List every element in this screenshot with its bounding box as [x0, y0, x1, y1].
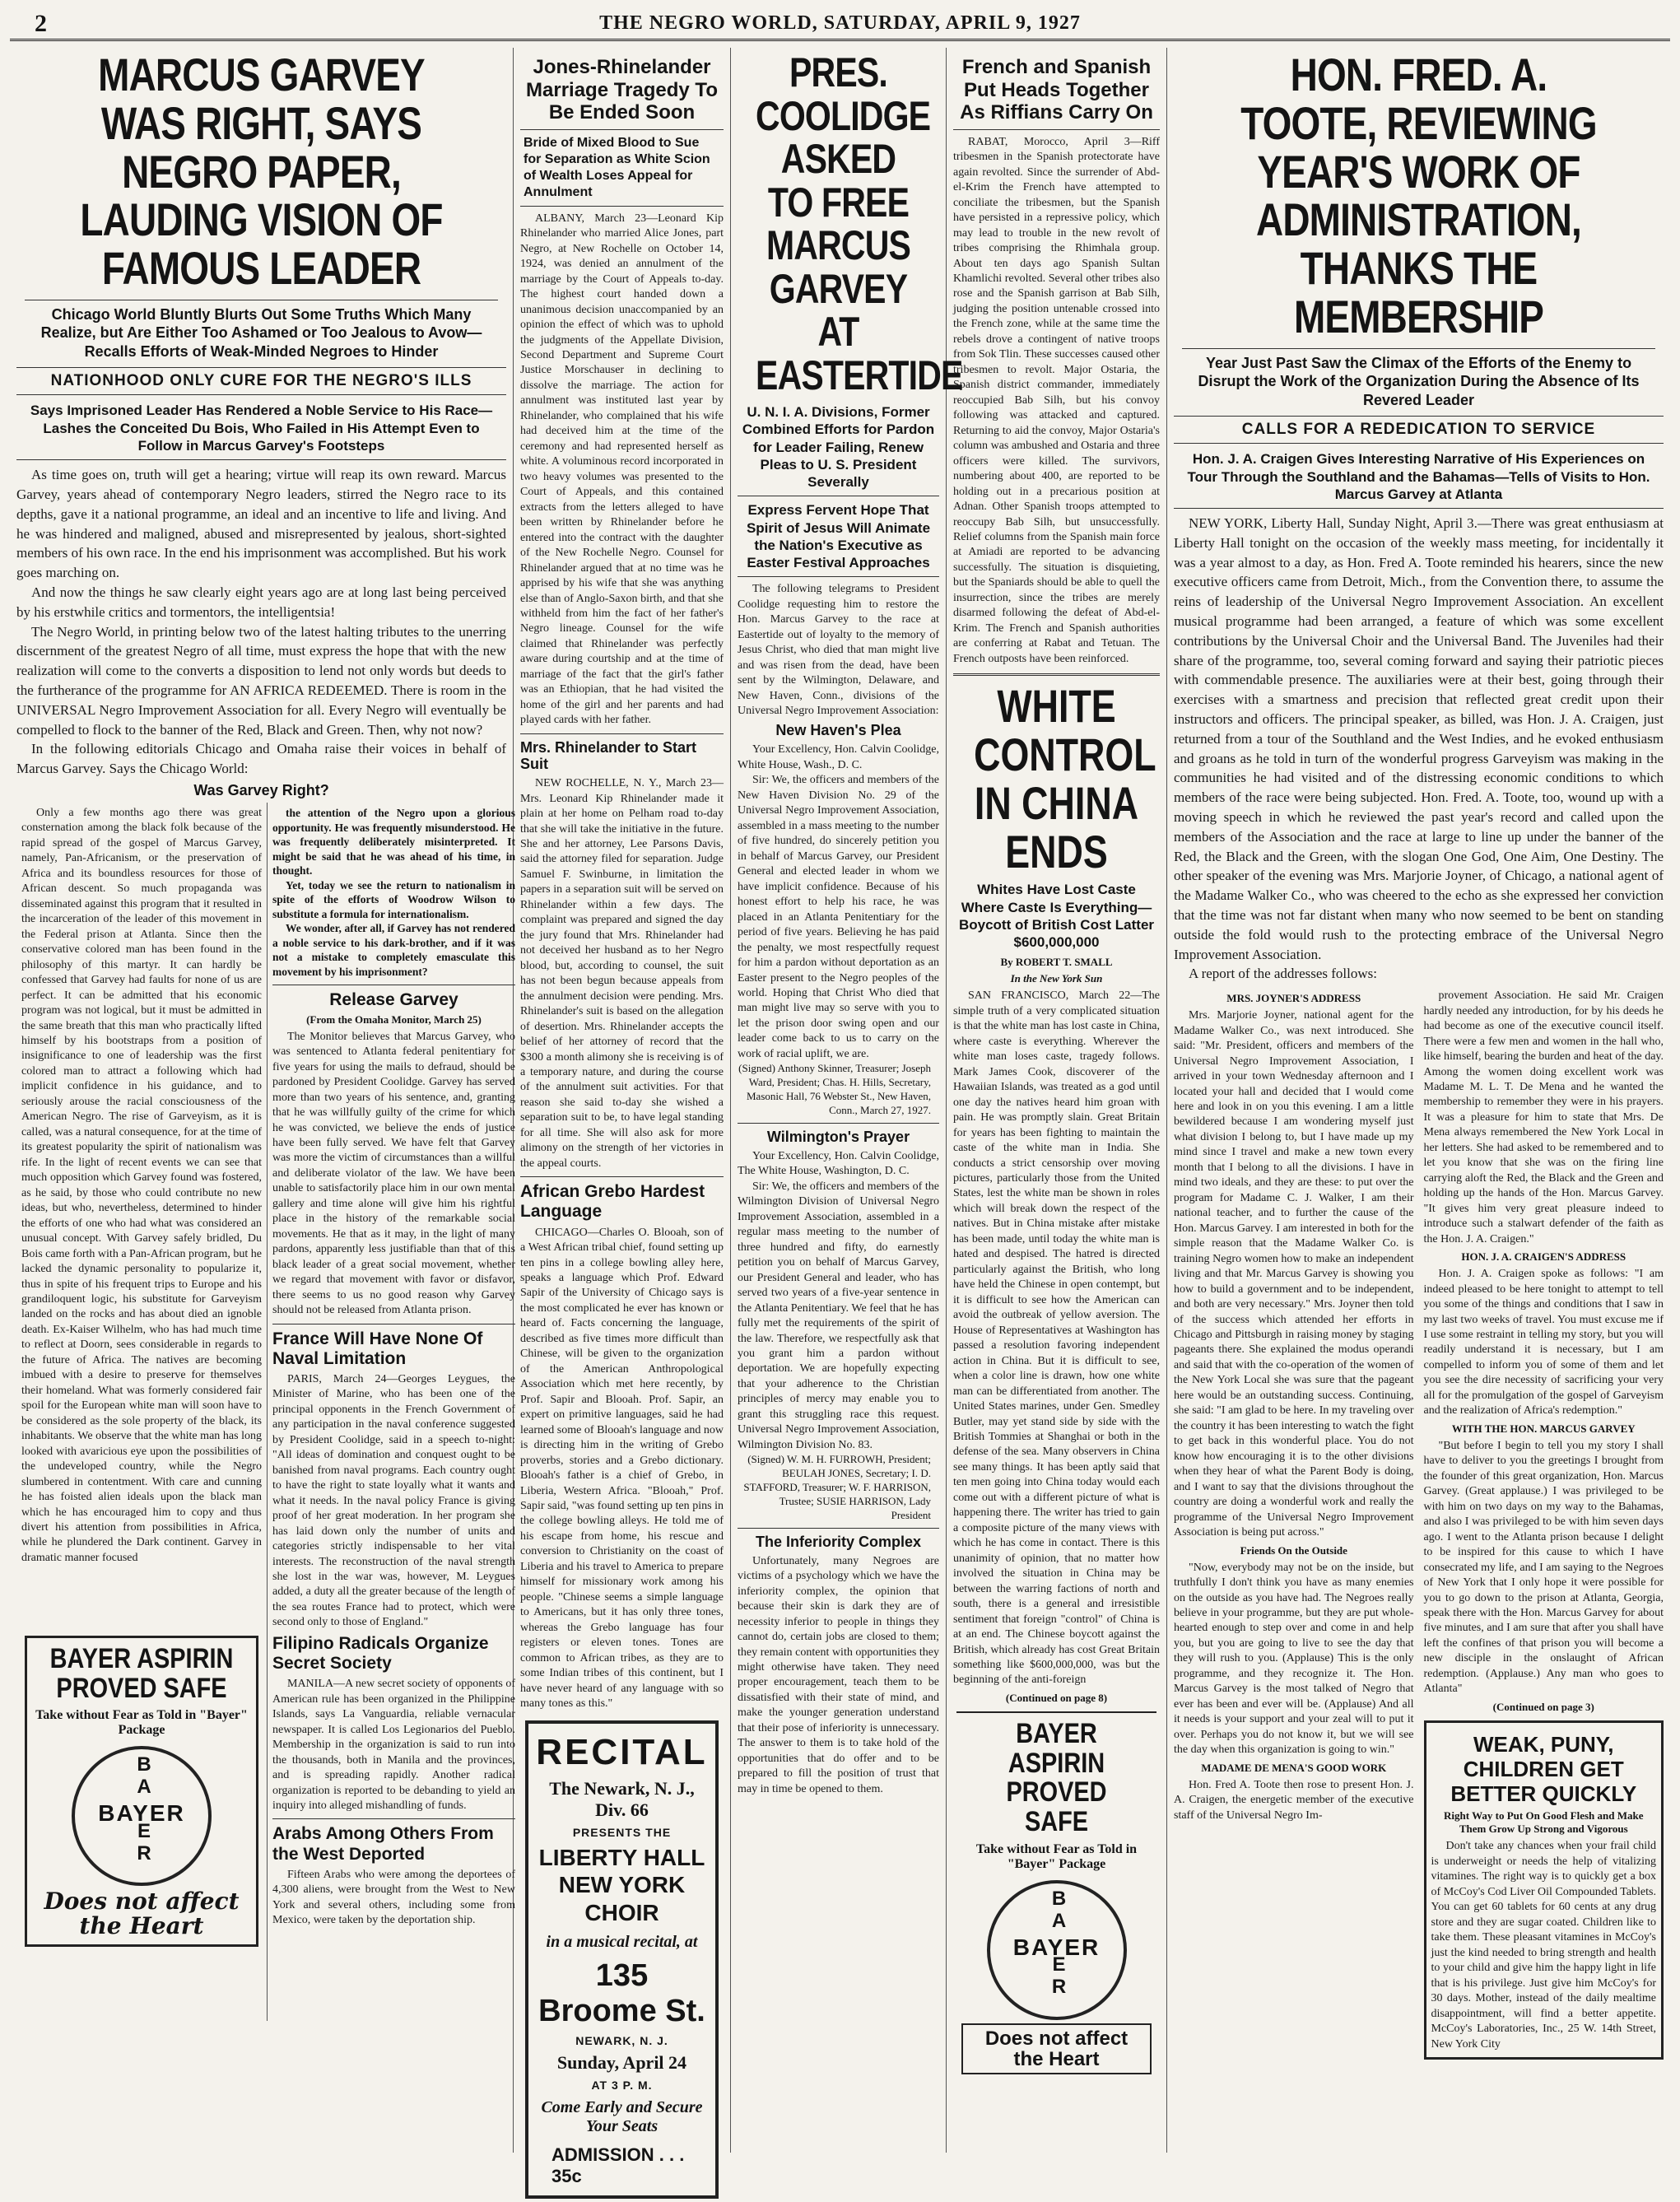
france-naval-title: France Will Have None Of Naval Limitation	[272, 1329, 483, 1368]
folio-bar	[10, 8, 1670, 41]
column-toote	[1167, 48, 1670, 2153]
column-coolidge	[731, 48, 963, 2153]
toote-left-column	[1174, 989, 1414, 2060]
bayer-cross-logo-2: BAYER B A E R	[987, 1880, 1127, 2020]
wilmington-title: Wilmington's Prayer	[766, 1128, 910, 1145]
page-number: 2	[35, 9, 47, 37]
deck-coolidge-2: Express Fervent Hope That Spirit of Jesus Will Animate the Nation's Executive as Easter Festival Approaches	[746, 502, 931, 570]
intro-paragraph-2: And now the things he saw clearly eight years ago are at long last being perceived by his erstwhile critics and tormentors, the intelligentsia!	[16, 584, 506, 620]
weak-children-deck: Right Way to Put On Good Flesh and Make Them Grow Up Strong and Vigorous	[1444, 1809, 1644, 1836]
bayer-aspirin-ad	[25, 1636, 258, 1947]
joyner-title: MRS. JOYNER'S ADDRESS	[1226, 992, 1361, 1005]
recital-come-early: Come Early and Secure Your Seats	[541, 2098, 703, 2136]
recital-title: RECITAL	[536, 1731, 708, 1772]
bayer-ad-left	[16, 1626, 268, 2021]
editorial-conclusion-3: We wonder, after all, if Garvey has not rendered a noble service to his dark-brother, and if it was not a mistake to completely emasculate this movement by his imprisonment?	[272, 922, 515, 978]
garvey-body-right	[268, 803, 520, 1629]
deck-imprisoned-leader: Says Imprisoned Leader Has Rendered a Noble Service to His Race—Lashes the Conceited Du Bois, Who Failed in His Attempt Even to Follow in Marcus Garvey's Footsteps	[30, 403, 493, 454]
toote-body: NEW YORK, Liberty Hall, Sunday Night, April 3.—There was great enthusiasm at Liberty Hall tonight on the occasion of the weekly mass meeting, for incidentally it was a year almost to a day, as Hon. Fred A. Toote reminded his hearers, since the new executive officers came from Detroit, Mich., from the Convention there, to assume the reins of leadership of the Universal Negro Improvement Association. An excellent musical programme had been arranged, a feature of which was some excellent contributions by the Universal Choir and the Universal Band. The Juveniles had their share of the programme, too, several coming forward and saying their patriotic pieces with commendable presence. The auxiliaries were at their best, going through their exercises with a smartness and precision that reflected great credit upon their instructors and officers. The principal speaker, as billed, was Hon. J. A. Craigen, just returned from a tour of the Southland and the West Indies, and he evoked enthusiasm and groans as he told in turn of the wonderful progress Garveyism was making in the communities he had visited and of the distressing economic conditions to which members of the race were being subjected. Hon. Fred. A. Toote, too, wound up with a moving speech in which he reviewed the past year's record and called upon the members of the Association and the race at large to line up under the banner of the Red, the Black and the Green, with the slogan One God, One Aim, One Destiny. The other speaker of the evening was Mrs. Marjorie Joyner, of Chicago, a national agent of the Madame Walker Co., who was cheered to the echo as she expressed her conviction that the time was not far distant when many who now seemed to be bent on standing outside the fold would rush to the protecting embrace of the Universal Negro Improvement Association.	[1174, 515, 1664, 962]
filipino-title: Filipino Radicals Organize Secret Society	[272, 1633, 489, 1674]
rhinelander-body: ALBANY, March 23—Leonard Kip Rhinelander who married Alice Jones, part Negro, at New Rochelle on October 14, 1924, was denied an annulment of the marriage by the Court of Appeals to-day. The highest court handed down a unanimous decision unaccompanied by an opinion the effect of which was to uphold the judgments of the Appellate Division, Second Department and Supreme Court Justice Morschauser in declining to dissolve the marriage. The action for annulment was instituted last year by Rhinelander, who complained that his wife had deceived him at the time of the ceremony and had represented herself as white. A voluminous record incorporated in two heavy volumes was presented to the Court of Appeals, and this contained extracts from the letters alleged to have been written by Rhinelander before he entered into the contract with the daughter of the New Rochelle Negro. Counsel for Rhinelander argued that at no time was he apprised by his wife that she was anything else than of Anglo-Saxon birth, and that she withheld from him the fact of her father's Negro lineage. Counsel for the wife claimed that Rhinelander was perfectly aware during courtship and at the time of marriage of the fact that the girl's father was an Ethiopian, that he had visited the home of the girl and her parents and had played cards with her father.	[520, 212, 724, 727]
subhead-was-garvey-right: Was Garvey Right?	[193, 781, 329, 798]
editorial-conclusion-1: the attention of the Negro upon a glorious opportunity. He was frequently misunderstood. He was frequently deliberately misinterpreted. It might be said that he was ahead of his time, in thought.	[272, 806, 515, 878]
intro-paragraph-4: In the following editorials Chicago and Omaha raise their voices in behalf of Marcus Garvey. Says the Chicago World:	[16, 741, 506, 777]
column-china	[947, 48, 1167, 2153]
craigen-body: Hon. J. A. Craigen spoke as follows: "I am indeed pleased to be here tonight to attempt to tell you some of the things and conditions that I saw in my last two weeks of travel. You must excuse me if I use some restraint in telling my story, but you will readily understand it is necessary, but I am compelled to inform you of some of them and let you see the dire necessity of sacrificing your very all for the promulgation of the gospel of Garveyism and the realization of Africa's redemption."	[1423, 1268, 1664, 1418]
arabs-body: Fifteen Arabs who were among the deportees of 4,300 aliens, were brought from the West to New York and several others, including some from Mexico, were taken by the deportation ship.	[272, 1868, 515, 1927]
recital-division: The Newark, N. J., Div. 66	[549, 1777, 695, 1820]
intro-paragraph-3: The Negro World, in printing below two of the latest halting tributes to the unerring discernment of the greatest Negro of all time, must express the hope that with the new realization will come to the converts a disposition to lend not only words but deeds to the furtherance of the programme for AN AFRICA REDEEMED. There is room in the UNIVERSAL Negro Improvement Association for all. Every Negro will eventually be compelled to flock to the banner of the Red, Black and Green. Then, why not now?	[16, 623, 506, 738]
weak-children-body: Don't take any chances when your frail child is underweight or needs the help of vitalizing vitamines. The right way is to quickly get a box of McCoy's Cod Liver Oil Compounded Tablets. You can get 60 tablets for 60 cents at any drug store and they are sugar coated. Children like to take them. These pleasant vitamines in McCoy's just the kind needed to bring strength and health to your child and give him the happy light in life that is his privilege. Just give him McCoy's for 30 days. Mother, instead of the daily mealtime disappointment, will find a better appetite. McCoy's Laboratories, Inc., 25 W. 14th Street, New York City	[1431, 1840, 1656, 2051]
garvey-body-left	[16, 803, 268, 1626]
bayer-aspirin-ad-2	[956, 1711, 1156, 2081]
release-garvey-body: The Monitor believes that Marcus Garvey, who was sentenced to Atlanta federal penitentiary for five years for using the mails to defraud, should be pardoned by President Coolidge. Garvey has served more than two years of his sentence, and, granting that he was willfully guilty of the crime for which he was convicted, we believe the ends of justice have been fully served. We have felt that Garvey was more the victim of circumstances than a willful and deliberate violator of the law. We have been unable to satisfactorily place him in our own mental gallery and time alone will give him his rightful place in the history of the remarkable social movements. He that as it may, in the light of many pardons, apparently less justifiable than that of this black leader of a great social movement, whether we regard that movement with favor or disfavor, there seems to us no good reason why Garvey should not be released from Atlanta prison.	[272, 1030, 515, 1317]
new-haven-salutation: Your Excellency, Hon. Calvin Coolidge, White House, Wash., D. C.	[738, 743, 939, 771]
rhinelander-suit-title: Mrs. Rhinelander to Start Suit	[520, 738, 697, 773]
toote-report-line: A report of the addresses follows:	[1189, 966, 1377, 982]
joyner-body: Mrs. Marjorie Joyner, national agent for the Madame Walker Co., was next introduced. She said: "Mr. President, officers and members of the Universal Negro Improvement Association, I arrived in your town Wednesday afternoon and I located your hall and decided that I would come here and look in on you this evening. I am a little bewildered because I am wondering myself just what division I belong to, but I have made up my mind since I travel and make a new town every month that I belong to all the divisions. I have in mind two ideals, and they are these: to put over the program for Madame C. J. Walker, I am their national teacher, and to further the cause of the Hon. Marcus Garvey. I am interested in both for the simple reason that the Madame Walker Co. is training Negro women how to make an independent living and that Mr. Marcus Garvey is showing you how to build a government and to be independent, and both are very necessary." Mrs. Joyner then told of the success which attended her efforts in Chicago and Pittsburgh in raising money by staging pageants there. She explained the modus operandi and said that with the co-operation of the women of the New York Local she was sure that the pageant here would be an outstanding success. Continuing, she said: "I am glad to be here. In my traveling over the country it has been interesting to watch the fight to get back in this wonderful place. You do not know how encouraging it is to the other divisions when they hear of what the Parent Body is doing, and I want to say that the divisions throughout the country are doing a wonderful work and really the programme of the Universal Negro Improvement Association is being put across."	[1174, 1009, 1414, 1539]
france-naval-body: PARIS, March 24—Georges Leygues, the Minister of Marine, who has been one of the principal opponents in the French Government of any participation in the naval conference suggested by President Coolidge, said in a speech to-night: "All ideas of domination and conquest ought to be banished from naval programs. Each country ought to have the right to state loyally what it wants and what it needs. In the naval policy France is giving proof of her great moderation. In her program she has laid down only the number of units and categories strictly indispensable to her vital interests. The reconstruction of the naval strength she lost in the war was, however, M. Leygues added, a duty all the greater because of the length of the sea routes France had to protect, which were second only to those of England."	[272, 1372, 515, 1629]
new-haven-title: New Haven's Plea	[775, 722, 901, 739]
friends-outside-body: "Now, everybody may not be on the inside, but truthfully I don't think you have as many enemies on the outside as you have had. The Negroes really believe in your programme, but they are put whole-hearted enough to step over and come in and help you, but you are going to live to see the day that they will rush to you. (Applause) This is the only programme, and they recognize it. The Hon. Marcus Garvey is the most talked of Negro that ever has been and ever will be. (Applause) And all it needs is your support and your zeal will to put it over. Perhaps you do not know it, but we will see the day when this organization is going to win."	[1174, 1561, 1414, 1757]
arabs-title: Arabs Among Others From the West Deported	[272, 1824, 494, 1864]
headline-coolidge: PRES. COOLIDGE ASKED TO FREE MARCUS GARVEY AT EASTERTIDE	[756, 49, 963, 398]
wilmington-salutation: Your Excellency, Hon. Calvin Coolidge, The White House, Washington, D. C.	[738, 1149, 939, 1178]
wilmington-body: Sir: We, the officers and members of the Wilmington Division of Universal Negro Improvement Association, assembled in a regular mass meeting to the number of three hundred and fifty, do earnestly petition you on behalf of Marcus Garvey, our President General and leader, who has served two years of a five-year sentence in the Atlanta Penitentiary. We feel that he has fully met the requirements of the spirit of the law. Therefore, we respectfully ask that you grant him a pardon without deportation. We are hopefully expecting that your adherence to the Christian principles of mercy may enable you to grant this struggling race this request. Universal Negro Improvement Association, Wilmington Division No. 83.	[738, 1180, 939, 1451]
bayer-vertical-text: B A E R	[137, 1753, 153, 1864]
inferiority-body: Unfortunately, many Negroes are victims of a psychology which we have the inferiority complex, the opinion that because their skin is dark they are of necessity inferior to people in things they cannot do, certain jobs are closed to them; they remain content with opportunities they might otherwise have taken. They need proper encouragement, teach them to be dissatisfied with their state of mind, and make the younger generation understand that their pose of inferiority is unnecessary. The answer to them is to take hold of the opportunities that do offer and to be prepared to fill the position of trust that may in time be opened to them.	[738, 1554, 939, 1795]
byline-small: By ROBERT T. SMALL	[1000, 956, 1113, 969]
bayer-ad2-title: BAYER ASPIRIN PROVED SAFE	[1006, 1717, 1107, 1837]
recital-in: in a musical recital, at	[546, 1933, 698, 1952]
intro-paragraph-1: As time goes on, truth will get a hearing; virtue will reap its own reward. Marcus Garvey, years ahead of contemporary Negro leaders, stirred the Negro race to its depths, gave it a national programme, an ideal and an incentive to life and living. And he was hindered and maligned, abused and misrepresented by jealous, short-sighted members of his own race. In the end his imprisonment was accomplished. But his work goes marching on.	[16, 467, 506, 581]
release-garvey-source: (From the Omaha Monitor, March 25)	[306, 1013, 482, 1026]
columns	[10, 48, 1670, 2187]
filipino-arabs	[268, 1626, 520, 2021]
bayer-vertical-text: B A E R	[1051, 1887, 1068, 1999]
with-garvey-body: "But before I begin to tell you my story I shall have to deliver to you the greetings I brought from the founder of this great organization, Hon. Marcus Garvey. (Great applause.) I was privileged to be with him on two days on my way to the Bahamas, and also I was privileged to be with him seven days ago. I went to the Atlanta prison because I delight to be inspired for this cause to which I have consecrated my life, and I am saying to the Negroes of New York that I only hope it were possible for you to go down to the prison at Atlanta, Georgia, speak there with the Hon. Marcus Garvey for about five minutes, and I am sure that after you shall have left the confines of that prison you will become a new disciple in the onslaught of African redemption. (Applause.) Any man who goes to Atlanta"	[1423, 1439, 1664, 1696]
white-control-continued: (Continued on page 8)	[1005, 1691, 1108, 1704]
masthead-title: THE NEGRO WORLD, SATURDAY, APRIL 9, 1927	[599, 12, 1081, 34]
de-mena-title: MADAME DE MENA'S GOOD WORK	[1201, 1761, 1387, 1774]
recital-date: Sunday, April 24	[556, 2052, 687, 2074]
bayer-ad-title: BAYER ASPIRIN PROVED SAFE	[49, 1642, 234, 1704]
weak-children-ad	[1424, 1720, 1664, 2060]
bayer-heart-text: Does not affect the Heart	[44, 1888, 240, 1939]
craigen-intro-body: provement Association. He said Mr. Craigen hardly needed any introduction, for by his deeds he had become as one of the executive council itself. There were a few men and women in the hall who, like himself, bearing the burden and heat of the day. Among the women doing excellent work was Madame M. L. T. De Mena and he wanted the membership to remember they were in his prayers. It was a pleasure for him to state that Mrs. De Mena always remembered the New York Local in her letters. She had asked to be remembered and to let you know that she was on the firing line carrying aloft the Red, the Black and the Green and holding up the hands of the Hon. Marcus Garvey. "It gives him very great pleasure indeed to introduce such a stalwart defender of the faith as the Hon. J. A. Craigen."	[1423, 989, 1664, 1245]
section-rededication: CALLS FOR A REDEDICATION TO SERVICE	[1174, 416, 1664, 444]
bayer-ad-sub: Take without Fear as Told in "Bayer" Package	[35, 1708, 248, 1738]
deck-rhinelander: Bride of Mixed Blood to Sue for Separation as White Scion of Wealth Loses Appeal for Annulment	[524, 135, 710, 199]
wilmington-signed: (Signed) W. M. H. FURROWH, President; BEULAH JONES, Secretary; I. D. STAFFORD, Treasurer; W. F. HARRISON, Trustee; SUSIE HARRISON, Lady President	[743, 1453, 931, 1521]
column-rhinelander	[514, 48, 731, 2187]
new-haven-signed: (Signed) Anthony Skinner, Treasurer; Joseph Ward, President; Chas. H. Hills, Secretary, Masonic Hall, 76 Webster St., New Haven, Conn., March 27, 1927.	[738, 1062, 931, 1116]
riffians-body: RABAT, Morocco, April 3—Riff tribesmen in the Spanish protectorate have again revolted. Since the surrender of Abd-el-Krim the French have attempted to conciliate the tribesmen, but the Spanish have persisted in a repressive policy, which may lead to trouble in the new revolt of tribes comprising the Rhimhala group. About ten days ago Spanish Sultan Khamlichi revolted. Several other tribes also rose and the Spanish garrison at Bab Silh, judging the position untenable crossed into the French zone, while at the same time the rebels drove a contingent of native troops from Sok Tlin. These successes caused other tribesmen to revolt. Major Ostaria, the Spanish district commander, immediately reoccupied Bab Silh, but his convoy following was attacked and captured. Returning to aid the convoy, Major Ostaria's column was ambushed and Ostaria and three officers were killed. The survivors, numbering about 400, are reported to be holding out in a precarious position at Adnan. Other Spanish troops attempted to reoccupy Bab Silh, but unsuccessfully. Relief columns from the Spanish main force at Amiadi are reported to be advancing successfully. The situation is disquieting, but the Spaniards should be able to quell the insurrection, since the tribes are merely disarmed following the defeat of Abd-el-Krim. The French and Spanish authorities are conferring at Rabat and Tetuan. The French outposts have been reinforced.	[953, 135, 1160, 665]
deck-white-control: Whites Have Lost Caste Where Caste Is Everything—Boycott of British Cost Latter $600,000,000	[958, 882, 1155, 951]
section-nationhood: NATIONHOOD ONLY CURE FOR THE NEGRO'S ILLS	[16, 367, 506, 395]
de-mena-body: Hon. Fred A. Toote then rose to present Hon. J. A. Craigen, the energetic member of the executive staff of the Universal Negro Im-	[1174, 1778, 1414, 1822]
grebo-title: African Grebo Hardest Language	[520, 1182, 705, 1222]
recital-address: 135 Broome St.	[538, 1958, 705, 2029]
toote-right-column	[1424, 989, 1664, 2060]
weak-children-title: WEAK, PUNY, CHILDREN GET BETTER QUICKLY	[1450, 1731, 1637, 1806]
bayer-heart-text-2: Does not affect the Heart	[961, 2023, 1152, 2074]
headline-riffians: French and Spanish Put Heads Together As Riffians Carry On	[960, 56, 1153, 124]
white-control-body: SAN FRANCISCO, March 22—The simple truth of a very complicated situation is that the white man has lost caste in China, where caste is everything. Wherever the white man loses caste, tragedy follows. Mark James Cook, discoverer of the Hawaiian Islands, was treated as a god until one day the natives heard him groan with pain. He was promptly slain. Great Britain for years has been fighting to maintain the caste of the white man in India. She conducts a strict censorship over moving pictures, particularly those from the United States, lest the white man be shown in roles which will break down the respect of the natives. But in China mistake after mistake has been made, until today the white man is hated and despised. The hatred is directed particularly against the British, who long have held the Chinese in open contempt, but it is difficult to see how the American can avoid the outbreak of yellow aversion. The House of Representatives at Washington has passed a resolution favoring independent action in China. But it is difficult to see, when a color line is drawn, how one white man can be differentiated from another. The United States marines, under Gen. Smedley Butler, may yet stand side by side with the British Tommies at Shanghai or both in the defense of the sea. Many observers in China see many things. It has been aptly said that ten men going into China today would each come out with a different picture of what is happening there. The writer has tried to gain a composite picture of the many views with which he has come in contact. There is this unanimity of opinion, that no matter how involved the situation in China may be between the warring factions of north and south, there is a general and irresistible sentiment that foreign "control" of China is at an end. The Chinese boycott against the British, which already has cost Great Britain something like $600,000,000, was but the beginning of the anti-foreign	[953, 989, 1160, 1687]
headline-rhinelander: Jones-Rhinelander Marriage Tragedy To Be Ended Soon	[526, 56, 718, 124]
column-garvey-right	[10, 48, 514, 2153]
with-garvey-continued: (Continued on page 3)	[1492, 1700, 1594, 1713]
craigen-title: HON. J. A. CRAIGEN'S ADDRESS	[1461, 1250, 1626, 1264]
recital-city: NEWARK, N. J.	[575, 2034, 668, 2048]
deck-chicago-world: Chicago World Bluntly Blurts Out Some Truths Which Many Realize, but Are Either Too Ashamed or Too Jealous to Avow—Recalls Efforts of Weak-Minded Negroes to Hinder	[25, 300, 498, 361]
recital-ad	[525, 1720, 719, 2200]
bayer-ad2-sub: Take without Fear as Told in "Bayer" Package	[975, 1841, 1138, 1871]
deck-toote-1: Year Just Past Saw the Climax of the Efforts of the Enemy to Disrupt the Work of the Organization During the Absence of Its Revered Leader	[1182, 348, 1655, 410]
chicago-editorial-text: Only a few months ago there was great consternation among the black folk because of the rapid spread of the gospel of Marcus Garvey, namely, Pan-Africanism, or the preservation of Africa and its boundless resources for those of African descent. So much propaganda was disseminated against this program that it resulted in the incarceration of the leader of this movement in the Federal prison at Atlanta. Since then the conservative colored man has been found in the philosophy of this martyr. It can hardly be confessed that Garvey had faults for none of us are perfect. It can be admitted that his economic program was not logical, but it must be admitted in the same breath that this man who practically lifted himself by his bootstraps from a position of insignificance to one of leadership was the first colored man to attract a following which had implicit confidence in his guidance, and to seriously arouse the racial consciousness of the American Negro. The rise of Garveyism, as it is called, was a natural consequence, for at the time of its greatest popularity the spirit of nationalism was rife. In the light of recent events we can see that much opposition which Garvey found was fostered, as he said, by those who could contribute no new ideas, but who, nevertheless, determined to hinder the efforts of one who had what was considered an unusual concept. With Garvey safely bridled, Du Bois came forth with a Pan-African program, but he lacked the dynamic personality to popularize it, thus in spite of his frequent trips to Europe and his grandiloquent logic, his substitute for Garveyism landed on the rocks and has about died an ignoble death. Ex-Kaiser Wilhelm, who has had much time to reflect at Doorn, sees considerable in regards to the future of Africa. The natives are becoming imbued with a desire to preserve for themselves their homeland. What was formerly considered fair spoil for the European white man will soon have to be considered as the sole property of the black, its inhabitants. We observe that the white man has long looked with avaricious eye upon the possibilities of the undeveloped country, while the Negro slumbered in contentment. With care and cunning he has foisted alien ideals upon the black man which he has encouraged him to copy and thus divert his attention from possibilities in Africa, while he plundered the Dark continent. Garvey in dramatic manner focused	[21, 806, 262, 1564]
recital-time: AT 3 P. M.	[591, 2079, 653, 2093]
editorial-conclusion-2: Yet, today we see the return to nationalism in spite of the efforts of Woodrow Wilson to substitute a formula for internationalism.	[272, 878, 515, 920]
new-haven-body: Sir: We, the officers and members of the New Haven Division No. 29 of the Universal Negro Improvement Association, assembled in a mass meeting to the number of five hundred, do sincerely petition you in behalf of Marcus Garvey, our President General and elected leader in whom we have implicit confidence. Because of his honest effort to help his race, he was placed in an Atlanta Penitentiary for the period of five years. Believing he has paid the penalty, we most respectfully request for him a pardon without deportation as an Easter present to the Negro peoples of the world. Hoping that Christ Who died that man might live may so serve with you to let the prison door swing open and our leader come back to us to carry on the work of racial uplift, we are.	[738, 774, 939, 1060]
headline-toote: HON. FRED. A. TOOTE, REVIEWING YEAR'S WORK OF ADMINISTRATION, THANKS THE MEMBERSHIP	[1240, 49, 1597, 342]
toote-two-columns	[1174, 989, 1664, 2060]
bayer-cross-logo: BAYER B A E R	[72, 1746, 212, 1886]
with-garvey-title: WITH THE HON. MARCUS GARVEY	[1451, 1422, 1636, 1435]
recital-presents: PRESENTS THE	[572, 1825, 672, 1839]
recital-admission: ADMISSION . . . 35c	[551, 2144, 685, 2187]
filipino-body: MANILA—A new secret society of opponents of American rule has been organized in the Philippine Islands, says La Vanguardia, reliable vernacular newspaper. It is called Los Legionarios del Pueblo. Membership in the organization is said to run into the thousands, both in Manila and the provinces, and is spreading rapidly. Another radical organization is reported to be debanding to yield an inquiry into alleged mishandling of funds.	[272, 1678, 515, 1813]
newspaper-page	[10, 8, 1670, 2187]
deck-coolidge-1: U. N. I. A. Divisions, Former Combined Efforts for Pardon for Leader Failing, Renew Pleas to U. S. President Severally	[742, 404, 935, 490]
deck-toote-2: Hon. J. A. Craigen Gives Interesting Narrative of His Experiences on Tour Through the Southland and the Bahamas—Tells of Visits to Hon. Marcus Garvey at Atlanta	[1187, 451, 1650, 502]
coolidge-intro: The following telegrams to President Coolidge requesting him to restore the Hon. Marcus Garvey to the race at Eastertide out of loyalty to the memory of Jesus Christ, who died that man might live and was risen from the dead, have been sent by the Wilmington, Delaware, and New Haven, Conn., divisions of the Universal Negro Improvement Association:	[738, 583, 939, 717]
byline-ny-sun: In the New York Sun	[1010, 972, 1103, 985]
grebo-body: CHICAGO—Charles O. Blooah, son of a West African tribal chief, found setting up ten pins in a college bowling alley here, speaks a language which Prof. Edward Sapir of the University of Chicago says is the most complicated he ever has known or heard of. Facts concerning the language, described as five times more difficult than Chinese, will be given to the organization of the American Anthropological Association which met here recently, by Prof. Sapir and Blooah. Prof. Sapir, an expert on primitive languages, said he had learned some of Blooah's language and now is directing him in the writing of Grebo proverbs, stories and a Grebo dictionary. Blooah's father is a chief of Grebo, in Liberia, Western Africa. "Blooah," Prof. Sapir said, "was found setting up ten pins in the college bowling alleys. He told me of his escape from home, his rescue and conversion to Christianity on the coast of Liberia and his travel to America to prepare himself for missionary work among his people. "Chinese seems a simple language to Americans, but it has only three tones, whereas the Grebo language has four registers or eleven tones. Tones are common to African tribes, as they are to some Indian tribes of this continent, but I have never heard of any language with so many tones as this."	[520, 1226, 724, 1711]
recital-choir: LIBERTY HALL NEW YORK CHOIR	[538, 1844, 705, 1925]
friends-outside-title: Friends On the Outside	[1240, 1543, 1347, 1557]
inferiority-title: The Inferiority Complex	[755, 1533, 922, 1550]
release-garvey-title: Release Garvey	[329, 989, 458, 1009]
rhinelander-suit-body: NEW ROCHELLE, N. Y., March 23—Mrs. Leonard Kip Rhinelander made it plain at her home on Pelham road to-day that she will take the initiative in the future. She and her attorney, Lee Parsons Davis, said the attorney filed for separation. Judge Samuel F. Swinburne, in limitation the papers in a separation suit will be served on Rhinelander within a few days. The complaint was prepared and signed the day the jury found that Mrs. Rhinelander had not deceived her husband as to her Negro blood, but, according to counsel, the suit has not been begun because appeals from the annulment decision were pending. Mrs. Rhinelander's suit is based on the allegation of desertion. Mrs. Rhinelander accepts the belief of her attorney of record that the $300 a month alimony she is receiving is of a temporary nature, and during the course of the annulment suit activities. For that reason she said to-day she wished a separation suit to be, to have legal standing for all time. She will also ask for more alimony on the strength of her victories in the appeal courts.	[520, 777, 724, 1170]
headline-white-control: WHITE CONTROL IN CHINA ENDS	[974, 680, 1156, 878]
headline-garvey-right: MARCUS GARVEY WAS RIGHT, SAYS NEGRO PAPER, LAUDING VISION OF FAMOUS LEADER	[80, 49, 443, 295]
